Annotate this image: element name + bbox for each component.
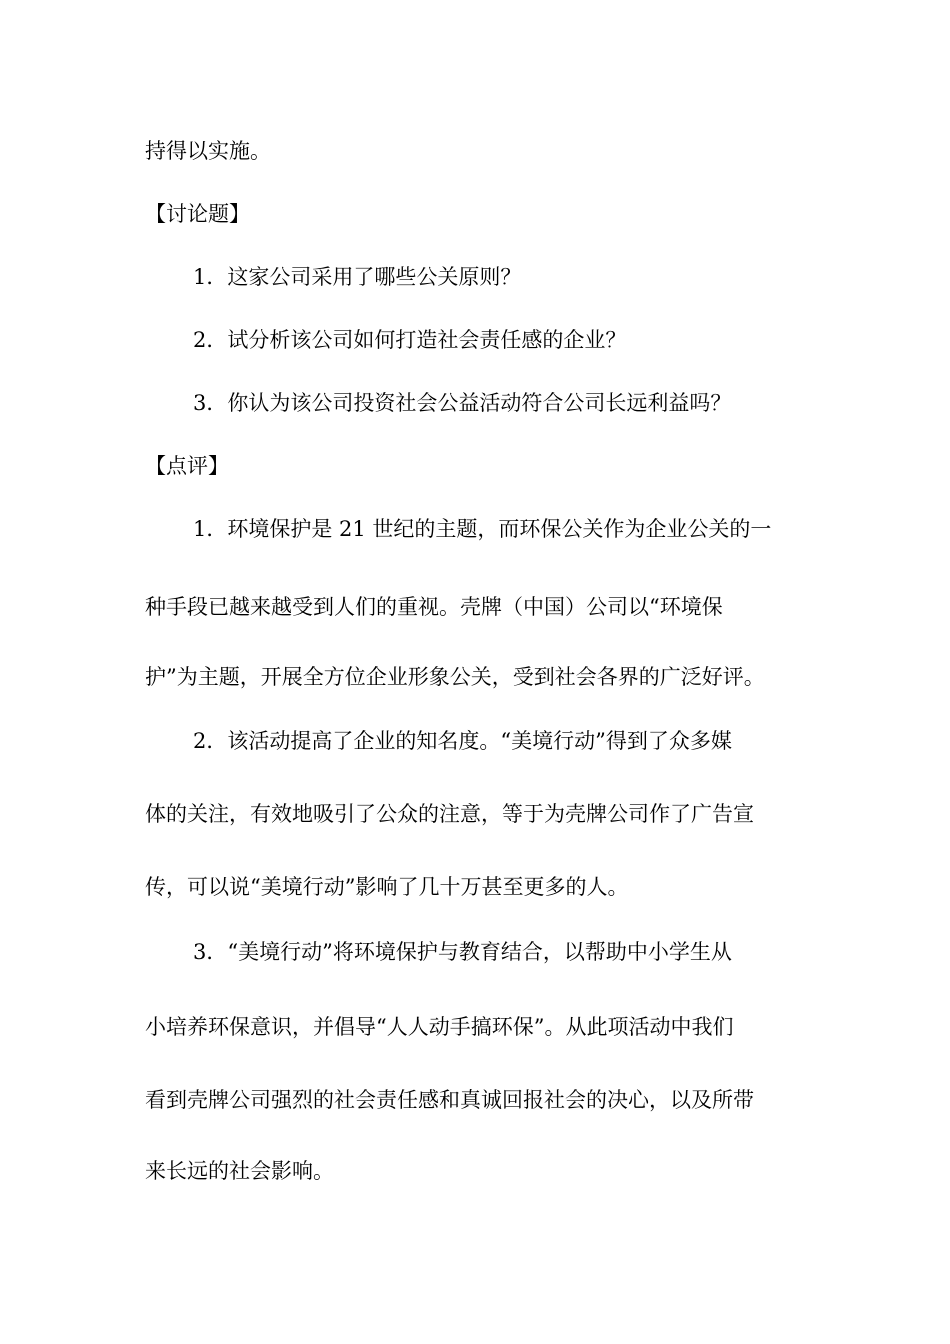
commentary-text-line: 看到壳牌公司强烈的社会责任感和真诚回报社会的决心，以及所带 [145,1088,754,1112]
discussion-question-2: 2．试分析该公司如何打造社会责任感的企业？ [193,328,627,352]
commentary-text-line: 体的关注，有效地吸引了公众的注意，等于为壳牌公司作了广告宣 [145,802,754,826]
commentary-text-line: 3．“美境行动”将环境保护与教育结合，以帮助中小学生从 [193,940,732,964]
commentary-text-line: 2．该活动提高了企业的知名度。“美境行动”得到了众多媒 [193,729,732,753]
discussion-question-3: 3．你认为该公司投资社会公益活动符合公司长远利益吗？ [193,391,732,415]
commentary-heading: 【点评】 [145,454,229,478]
commentary-text-line: 种手段已越来越受到人们的重视。壳牌（中国）公司以“环境保 [145,595,723,619]
discussion-heading: 【讨论题】 [145,202,250,226]
commentary-text-line: 来长远的社会影响。 [145,1159,334,1183]
commentary-text-line: 护”为主题，开展全方位企业形象公关，受到社会各界的广泛好评。 [145,665,765,689]
paragraph-continuation: 持得以实施。 [145,139,271,163]
commentary-text-line: 传，可以说“美境行动”影响了几十万甚至更多的人。 [145,875,629,899]
discussion-question-1: 1．这家公司采用了哪些公关原则？ [193,265,522,289]
commentary-text-line: 小培养环保意识，并倡导“人人动手搞环保”。从此项活动中我们 [145,1015,734,1039]
commentary-text-line: 1．环境保护是 21 世纪的主题，而环保公关作为企业公关的一 [193,517,772,541]
